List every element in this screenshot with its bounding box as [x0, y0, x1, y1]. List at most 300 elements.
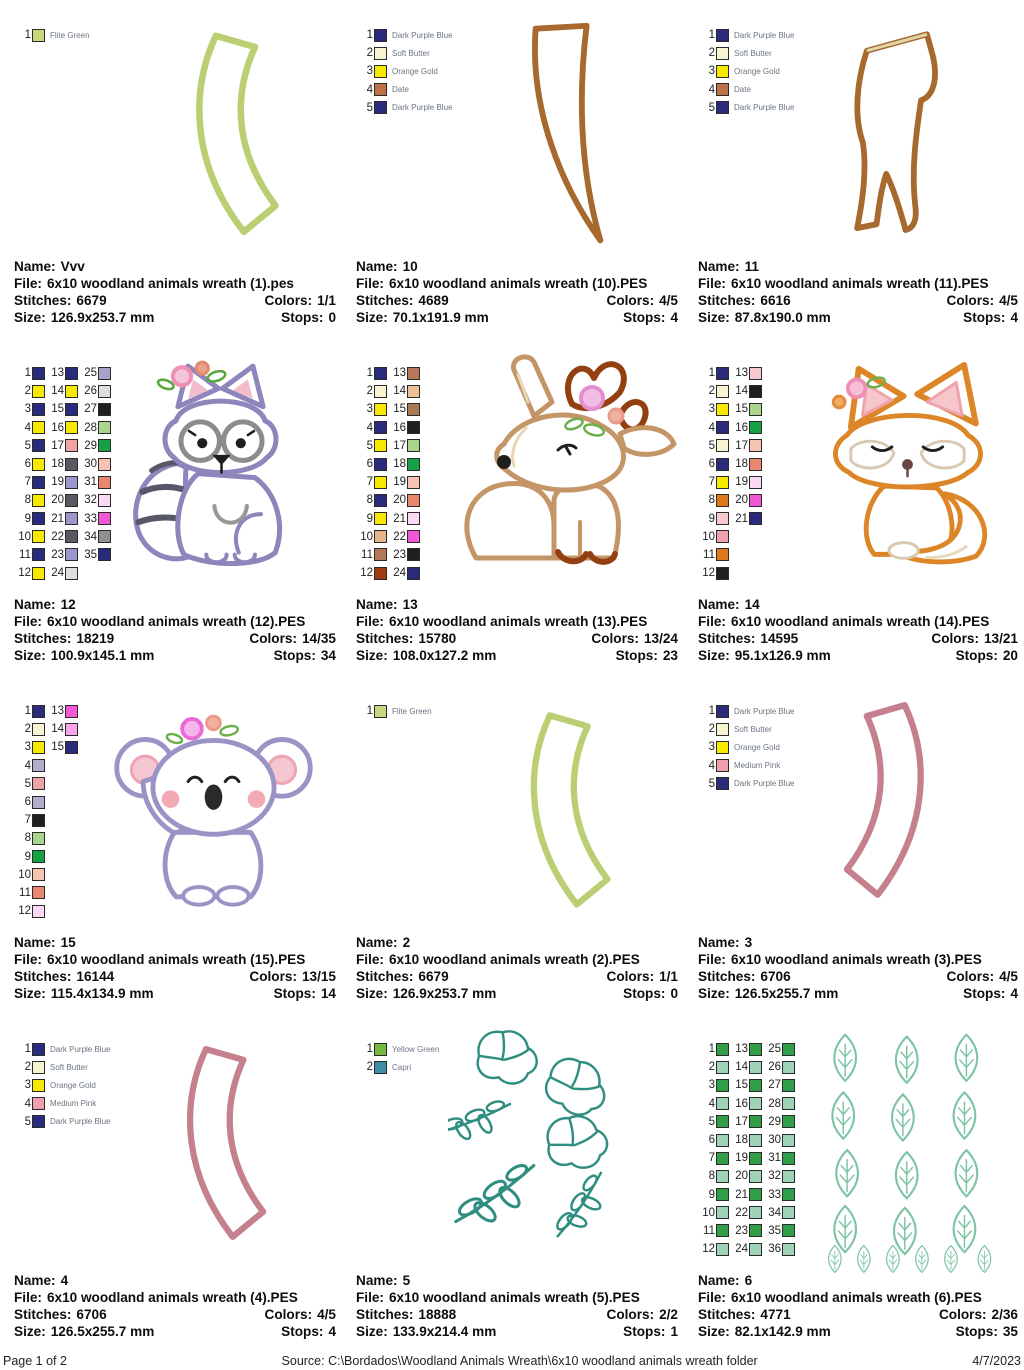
color-number: 7 — [366, 476, 373, 489]
color-number: 8 — [708, 1170, 715, 1183]
color-swatch — [749, 385, 762, 398]
color-number: 22 — [51, 530, 64, 543]
color-number: 23 — [51, 548, 64, 561]
color-legend-item — [731, 1167, 762, 1185]
color-number: 2 — [366, 1061, 373, 1074]
color-legend-item — [14, 455, 45, 473]
color-number: 13 — [735, 367, 748, 380]
meta-row: Stitches: 4689 Colors: 4/5 — [356, 293, 678, 308]
meta-row: Stitches: 6706 Colors: 4/5 — [698, 969, 1018, 984]
color-legend-item — [356, 99, 452, 117]
color-legend-item — [389, 382, 420, 400]
color-legend — [14, 364, 111, 582]
design-preview-horn — [518, 20, 616, 257]
color-legend-item — [731, 1149, 762, 1167]
color-legend-item — [698, 1095, 729, 1113]
color-number: 3 — [708, 741, 715, 754]
meta-row: Size: 126.9x253.7 mm Stops: 0 — [14, 310, 336, 325]
color-legend-item — [764, 1167, 795, 1185]
color-swatch — [749, 403, 762, 416]
color-number: 13 — [51, 367, 64, 380]
color-legend-item — [80, 546, 111, 564]
design-meta — [14, 258, 336, 326]
color-legend-item — [698, 564, 729, 582]
color-legend-item — [698, 1240, 729, 1258]
color-swatch — [749, 1152, 762, 1165]
color-number: 24 — [735, 1243, 748, 1256]
color-swatch — [749, 1224, 762, 1237]
color-swatch — [716, 1152, 729, 1165]
color-number: 6 — [24, 796, 31, 809]
branch-svg — [830, 26, 956, 250]
color-number: 32 — [84, 494, 97, 507]
color-legend-item — [14, 528, 45, 546]
color-number: 33 — [84, 512, 97, 525]
color-swatch — [407, 385, 420, 398]
color-legend-item — [47, 455, 78, 473]
color-legend-item — [698, 1058, 729, 1076]
color-number: 15 — [51, 403, 64, 416]
color-swatch — [32, 567, 45, 580]
color-swatch — [749, 1061, 762, 1074]
curved-band-svg — [158, 22, 298, 254]
color-swatch — [65, 548, 78, 561]
color-swatch — [716, 47, 729, 60]
color-legend-item — [731, 491, 762, 509]
color-swatch — [65, 367, 78, 380]
color-legend-item — [698, 510, 729, 528]
color-number: 9 — [708, 1188, 715, 1201]
color-name-label: Orange Gold — [50, 1080, 96, 1090]
color-legend-item — [698, 546, 729, 564]
color-number: 2 — [366, 47, 373, 60]
meta-row: Size: 100.9x145.1 mm Stops: 34 — [14, 648, 336, 663]
color-swatch — [716, 530, 729, 543]
meta-file: File: 6x10 woodland animals wreath (3).PES — [698, 952, 982, 967]
color-number: 20 — [735, 494, 748, 507]
color-swatch — [32, 886, 45, 899]
color-legend-item — [80, 364, 111, 382]
meta-row: Stitches: 6706 Colors: 4/5 — [14, 1307, 336, 1322]
color-name-label: Medium Pink — [734, 761, 781, 771]
color-number: 4 — [24, 1097, 31, 1110]
color-number: 11 — [19, 886, 31, 899]
color-swatch — [98, 403, 111, 416]
color-number: 2 — [708, 1061, 715, 1074]
color-swatch — [782, 1188, 795, 1201]
color-swatch — [716, 1170, 729, 1183]
color-number: 6 — [708, 458, 715, 471]
color-number: 35 — [84, 548, 97, 561]
design-card-3 — [684, 686, 1024, 1024]
color-number: 17 — [393, 439, 406, 452]
color-number: 31 — [768, 1152, 781, 1165]
color-legend-item — [731, 1204, 762, 1222]
color-legend-item — [356, 510, 387, 528]
color-number: 5 — [24, 439, 31, 452]
deer-svg — [442, 350, 677, 578]
color-legend-item — [698, 419, 729, 437]
color-legend-item — [356, 1040, 439, 1058]
meta-file: File: 6x10 woodland animals wreath (4).PES — [14, 1290, 298, 1305]
color-number: 13 — [735, 1043, 748, 1056]
color-swatch — [32, 29, 45, 42]
color-swatch — [32, 1043, 45, 1056]
color-number: 3 — [708, 65, 715, 78]
color-number: 14 — [393, 385, 406, 398]
color-swatch — [716, 759, 729, 772]
color-number: 15 — [735, 1079, 748, 1092]
color-swatch — [716, 439, 729, 452]
design-card-5 — [342, 1024, 684, 1362]
koala-svg — [106, 694, 321, 914]
color-legend-item — [356, 62, 452, 80]
design-card-14 — [684, 348, 1024, 686]
color-name-label: Orange Gold — [734, 66, 780, 76]
color-swatch — [407, 548, 420, 561]
color-swatch — [32, 723, 45, 736]
color-legend-item — [764, 1040, 795, 1058]
color-number: 6 — [24, 458, 31, 471]
color-swatch — [374, 439, 387, 452]
color-number: 19 — [735, 476, 748, 489]
color-number: 7 — [24, 476, 31, 489]
design-card-11 — [684, 10, 1024, 348]
color-number: 34 — [768, 1206, 781, 1219]
color-name-label: Soft Butter — [392, 48, 430, 58]
color-number: 2 — [708, 723, 715, 736]
meta-row: Size: 70.1x191.9 mm Stops: 4 — [356, 310, 678, 325]
color-swatch — [716, 29, 729, 42]
color-swatch — [32, 476, 45, 489]
color-legend-item — [698, 1222, 729, 1240]
color-number: 1 — [366, 705, 373, 718]
color-legend-item — [389, 510, 420, 528]
color-legend-item — [764, 1204, 795, 1222]
color-legend-item — [14, 491, 45, 509]
color-legend-item — [389, 528, 420, 546]
color-number: 20 — [393, 494, 406, 507]
color-swatch — [716, 65, 729, 78]
color-name-label: Dark Purple Blue — [734, 103, 795, 113]
color-legend-item — [14, 437, 45, 455]
color-swatch — [98, 512, 111, 525]
color-legend-item — [80, 437, 111, 455]
meta-name: Name: 5 — [356, 1273, 411, 1288]
design-meta — [356, 258, 678, 326]
color-number: 17 — [51, 439, 64, 452]
color-swatch — [98, 385, 111, 398]
design-card-12 — [0, 348, 342, 686]
design-preview-foliage — [448, 1026, 643, 1271]
color-swatch — [374, 403, 387, 416]
color-swatch — [32, 494, 45, 507]
color-swatch — [374, 29, 387, 42]
meta-file: File: 6x10 woodland animals wreath (12).PES — [14, 614, 306, 629]
color-number: 2 — [24, 723, 31, 736]
color-swatch — [716, 1079, 729, 1092]
color-name-label: Yellow Green — [392, 1044, 440, 1054]
color-swatch — [65, 530, 78, 543]
color-legend-item — [356, 455, 387, 473]
color-legend-item — [698, 81, 794, 99]
color-legend-item — [80, 473, 111, 491]
color-number: 12 — [702, 1243, 715, 1256]
color-legend-item — [356, 419, 387, 437]
color-legend-item — [764, 1076, 795, 1094]
color-swatch — [749, 439, 762, 452]
color-swatch — [374, 385, 387, 398]
meta-file: File: 6x10 woodland animals wreath (5).PES — [356, 1290, 640, 1305]
color-legend-item — [389, 364, 420, 382]
color-number: 1 — [708, 705, 715, 718]
color-legend-item — [731, 437, 762, 455]
meta-name: Name: 11 — [698, 259, 759, 274]
meta-row: Stitches: 14595 Colors: 13/21 — [698, 631, 1018, 646]
color-legend-item — [764, 1222, 795, 1240]
color-number: 4 — [366, 421, 373, 434]
color-name-label: Orange Gold — [392, 66, 438, 76]
color-legend-item — [80, 400, 111, 418]
color-number: 1 — [366, 367, 373, 380]
color-number: 27 — [84, 403, 97, 416]
meta-row: Stitches: 16144 Colors: 13/15 — [14, 969, 336, 984]
color-swatch — [374, 567, 387, 580]
color-swatch — [374, 421, 387, 434]
color-swatch — [749, 367, 762, 380]
color-legend-item — [731, 1095, 762, 1113]
color-legend-item — [698, 364, 729, 382]
meta-file: File: 6x10 woodland animals wreath (6).PES — [698, 1290, 982, 1305]
color-swatch — [65, 494, 78, 507]
color-swatch — [374, 530, 387, 543]
color-legend-item — [14, 382, 45, 400]
color-number: 14 — [735, 385, 748, 398]
color-legend-item — [731, 1240, 762, 1258]
color-legend-item — [698, 99, 794, 117]
color-swatch — [749, 1170, 762, 1183]
color-name-label: Dark Purple Blue — [392, 30, 453, 40]
color-legend — [356, 26, 452, 117]
color-number: 12 — [18, 905, 31, 918]
color-name-label: Dark Purple Blue — [734, 30, 795, 40]
color-number: 23 — [393, 548, 406, 561]
color-number: 11 — [703, 1224, 715, 1237]
color-legend-item — [80, 528, 111, 546]
color-swatch — [716, 741, 729, 754]
color-number: 24 — [51, 567, 64, 580]
color-name-label: Date — [392, 85, 409, 95]
color-number: 29 — [84, 439, 97, 452]
color-legend-item — [731, 455, 762, 473]
color-legend-item — [764, 1240, 795, 1258]
color-number: 1 — [24, 1043, 31, 1056]
meta-row: Stitches: 6679 Colors: 1/1 — [356, 969, 678, 984]
color-legend-item — [731, 510, 762, 528]
color-legend-item — [698, 720, 794, 738]
color-swatch — [32, 421, 45, 434]
color-legend-item — [47, 419, 78, 437]
color-legend-item — [731, 1040, 762, 1058]
color-number: 1 — [24, 705, 31, 718]
color-number: 29 — [768, 1115, 781, 1128]
color-swatch — [749, 476, 762, 489]
design-meta — [698, 934, 1018, 1002]
color-legend-item — [47, 510, 78, 528]
color-number: 30 — [768, 1134, 781, 1147]
color-legend-item — [14, 473, 45, 491]
color-swatch — [65, 567, 78, 580]
color-swatch — [374, 512, 387, 525]
color-legend-item — [731, 473, 762, 491]
color-number: 3 — [24, 1079, 31, 1092]
color-number: 3 — [24, 741, 31, 754]
color-number: 25 — [84, 367, 97, 380]
color-number: 10 — [702, 1206, 715, 1219]
color-swatch — [716, 567, 729, 580]
color-legend-item — [80, 382, 111, 400]
color-swatch — [716, 1097, 729, 1110]
color-swatch — [749, 1188, 762, 1201]
meta-name: Name: 2 — [356, 935, 411, 950]
color-swatch — [65, 512, 78, 525]
color-legend-item — [698, 775, 794, 793]
color-swatch — [32, 868, 45, 881]
color-swatch — [98, 439, 111, 452]
color-legend-item — [698, 757, 794, 775]
color-swatch — [65, 458, 78, 471]
color-swatch — [65, 421, 78, 434]
color-legend-item — [47, 564, 78, 582]
color-legend-item — [14, 884, 45, 902]
color-number: 28 — [768, 1097, 781, 1110]
color-number: 6 — [708, 1134, 715, 1147]
color-legend-item — [698, 528, 729, 546]
color-number: 30 — [84, 458, 97, 471]
color-swatch — [374, 1043, 387, 1056]
color-swatch — [374, 494, 387, 507]
color-swatch — [98, 458, 111, 471]
color-number: 5 — [366, 101, 373, 114]
color-legend-item — [389, 564, 420, 582]
color-swatch — [32, 705, 45, 718]
color-legend-item — [698, 437, 729, 455]
foliage-svg — [448, 1026, 643, 1266]
color-number: 34 — [84, 530, 97, 543]
color-swatch — [374, 458, 387, 471]
meta-row: Stitches: 4771 Colors: 2/36 — [698, 1307, 1018, 1322]
color-number: 9 — [366, 512, 373, 525]
color-number: 15 — [735, 403, 748, 416]
color-legend-item — [731, 419, 762, 437]
color-number: 26 — [84, 385, 97, 398]
design-card-15 — [0, 686, 342, 1024]
color-swatch — [98, 476, 111, 489]
meta-row: Size: 126.5x255.7 mm Stops: 4 — [698, 986, 1018, 1001]
color-number: 9 — [24, 850, 31, 863]
color-name-label: Dark Purple Blue — [50, 1044, 111, 1054]
design-meta — [356, 934, 678, 1002]
color-swatch — [65, 476, 78, 489]
design-meta — [356, 1272, 678, 1340]
color-swatch — [716, 83, 729, 96]
color-legend-item — [356, 81, 452, 99]
color-legend-item — [356, 1058, 439, 1076]
color-swatch — [716, 548, 729, 561]
color-swatch — [32, 530, 45, 543]
color-swatch — [32, 385, 45, 398]
color-legend — [698, 702, 794, 793]
meta-name: Name: Vvv — [14, 259, 85, 274]
color-number: 17 — [735, 1115, 748, 1128]
color-swatch — [32, 759, 45, 772]
color-legend-item — [356, 44, 452, 62]
color-name-label: Flite Green — [50, 30, 90, 40]
color-legend-item — [698, 1167, 729, 1185]
color-number: 5 — [708, 439, 715, 452]
color-number: 4 — [366, 83, 373, 96]
color-number: 5 — [366, 439, 373, 452]
color-swatch — [749, 1115, 762, 1128]
color-number: 20 — [735, 1170, 748, 1183]
color-legend-item — [698, 702, 794, 720]
color-legend-item — [764, 1095, 795, 1113]
design-card-2 — [342, 686, 684, 1024]
color-number: 24 — [393, 567, 406, 580]
color-swatch — [407, 403, 420, 416]
color-swatch — [65, 439, 78, 452]
color-name-label: Dark Purple Blue — [734, 779, 795, 789]
meta-row: Stitches: 15780 Colors: 13/24 — [356, 631, 678, 646]
color-swatch — [749, 1134, 762, 1147]
color-swatch — [32, 403, 45, 416]
design-preview-curved-band — [824, 698, 962, 915]
color-legend-item — [14, 738, 45, 756]
color-swatch — [374, 476, 387, 489]
color-legend-item — [47, 473, 78, 491]
color-legend-item — [698, 1149, 729, 1167]
color-swatch — [782, 1170, 795, 1183]
color-legend-item — [14, 757, 45, 775]
color-number: 21 — [393, 512, 406, 525]
color-legend-item — [764, 1131, 795, 1149]
color-swatch — [65, 723, 78, 736]
color-swatch — [716, 421, 729, 434]
color-swatch — [749, 1097, 762, 1110]
color-legend-item — [356, 564, 387, 582]
color-swatch — [407, 458, 420, 471]
color-legend-item — [47, 738, 78, 756]
color-swatch — [782, 1079, 795, 1092]
design-meta — [14, 1272, 336, 1340]
color-swatch — [32, 814, 45, 827]
source-path: Source: C:\Bordados\Woodland Animals Wreath\6x10 woodland animals wreath folder — [281, 1354, 758, 1368]
color-swatch — [716, 1224, 729, 1237]
color-name-label: Flite Green — [392, 706, 432, 716]
color-legend-item — [764, 1186, 795, 1204]
design-preview-curved-band — [158, 22, 298, 259]
page-number: Page 1 of 2 — [3, 1354, 67, 1368]
color-legend-item — [356, 528, 387, 546]
color-legend-item — [356, 400, 387, 418]
color-swatch — [716, 1061, 729, 1074]
color-swatch — [374, 83, 387, 96]
color-legend-item — [47, 720, 78, 738]
color-legend-item — [698, 473, 729, 491]
color-swatch — [374, 101, 387, 114]
color-swatch — [716, 1243, 729, 1256]
color-legend-item — [14, 829, 45, 847]
